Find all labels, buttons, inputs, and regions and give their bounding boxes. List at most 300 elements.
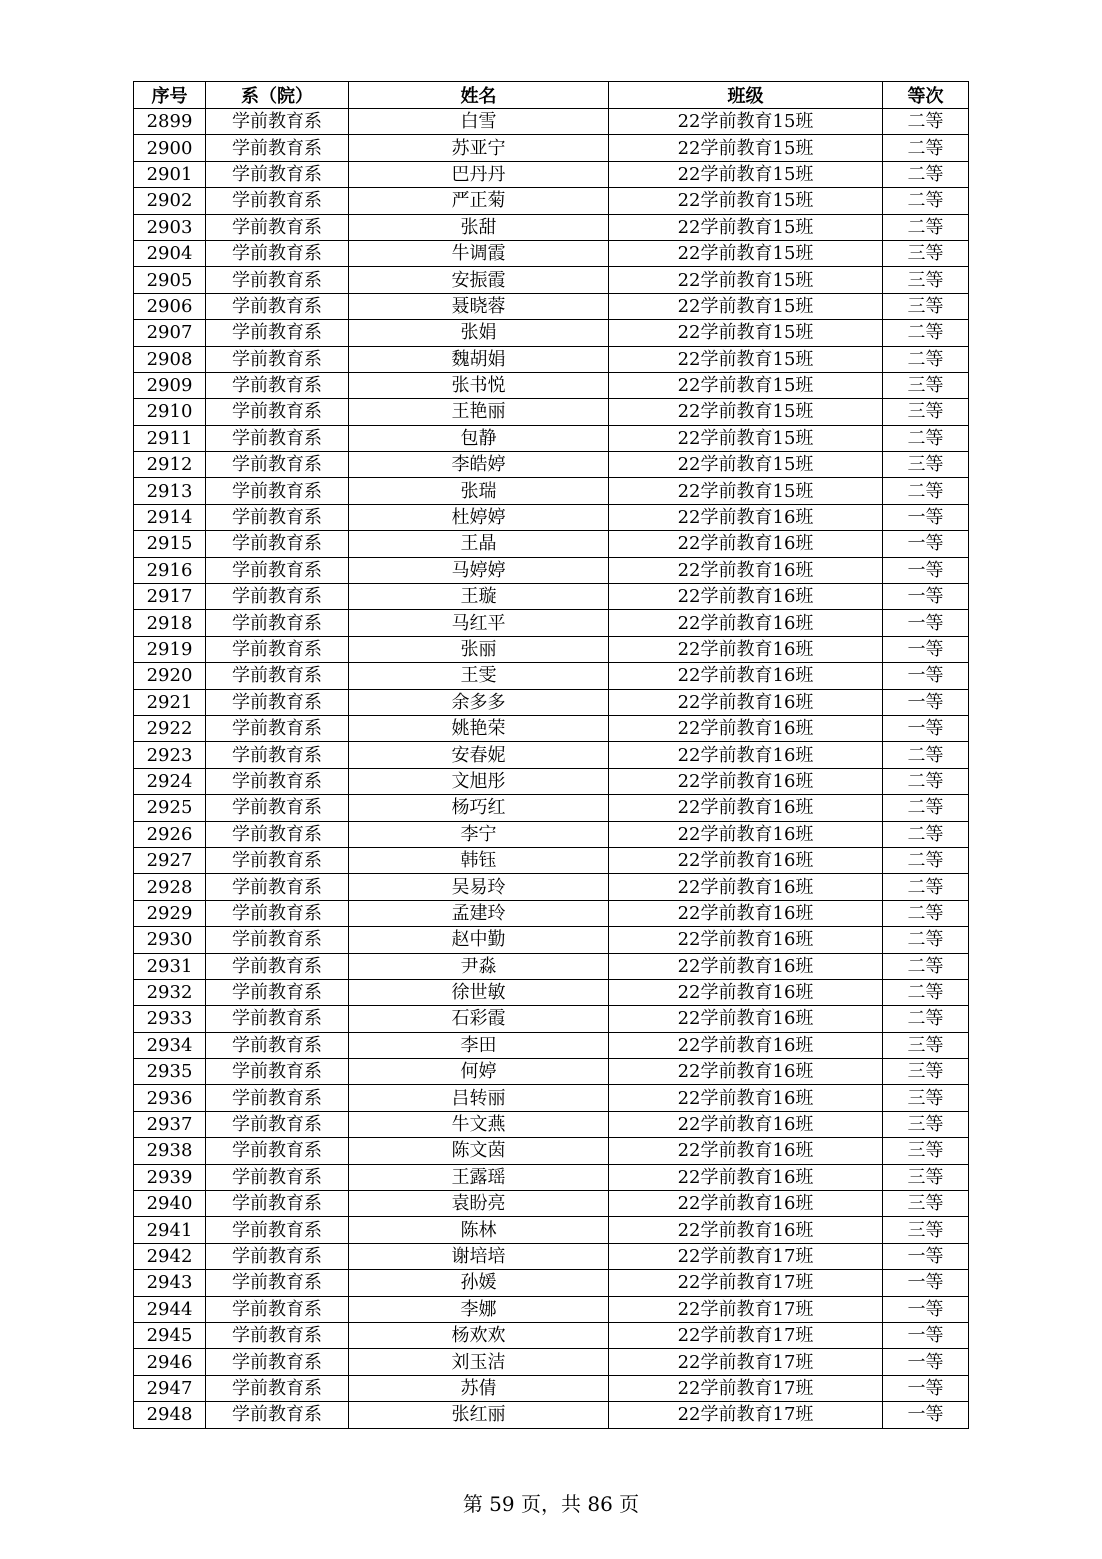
cell-grade: 三等 xyxy=(883,399,969,425)
cell-seq: 2926 xyxy=(134,821,206,847)
cell-class: 22学前教育16班 xyxy=(609,1006,883,1032)
table-row xyxy=(134,1270,969,1296)
table-row xyxy=(134,1296,969,1322)
cell-class: 22学前教育16班 xyxy=(609,768,883,794)
cell-name: 王露瑶 xyxy=(349,1164,609,1190)
cell-class: 22学前教育16班 xyxy=(609,979,883,1005)
cell-department: 学前教育系 xyxy=(206,1322,349,1348)
cell-name: 谢培培 xyxy=(349,1243,609,1269)
cell-department: 学前教育系 xyxy=(206,320,349,346)
cell-seq: 2936 xyxy=(134,1085,206,1111)
cell-grade: 一等 xyxy=(883,689,969,715)
cell-grade: 三等 xyxy=(883,1059,969,1085)
cell-department: 学前教育系 xyxy=(206,1270,349,1296)
cell-department: 学前教育系 xyxy=(206,1375,349,1401)
cell-grade: 二等 xyxy=(883,478,969,504)
cell-class: 22学前教育16班 xyxy=(609,1191,883,1217)
cell-seq: 2935 xyxy=(134,1059,206,1085)
cell-department: 学前教育系 xyxy=(206,1243,349,1269)
cell-name: 王晶 xyxy=(349,531,609,557)
cell-name: 陈文茵 xyxy=(349,1138,609,1164)
cell-name: 马婷婷 xyxy=(349,557,609,583)
cell-class: 22学前教育16班 xyxy=(609,1217,883,1243)
cell-class: 22学前教育16班 xyxy=(609,504,883,530)
table-row xyxy=(134,584,969,610)
table-row xyxy=(134,188,969,214)
cell-name: 吴易玲 xyxy=(349,874,609,900)
cell-class: 22学前教育16班 xyxy=(609,1059,883,1085)
cell-department: 学前教育系 xyxy=(206,504,349,530)
cell-name: 苏倩 xyxy=(349,1375,609,1401)
cell-class: 22学前教育16班 xyxy=(609,1032,883,1058)
cell-grade: 二等 xyxy=(883,953,969,979)
cell-department: 学前教育系 xyxy=(206,1085,349,1111)
cell-grade: 三等 xyxy=(883,1164,969,1190)
cell-department: 学前教育系 xyxy=(206,768,349,794)
cell-name: 王璇 xyxy=(349,584,609,610)
table-row xyxy=(134,452,969,478)
table-row xyxy=(134,161,969,187)
cell-seq: 2910 xyxy=(134,399,206,425)
table-row xyxy=(134,953,969,979)
cell-class: 22学前教育17班 xyxy=(609,1322,883,1348)
cell-name: 尹淼 xyxy=(349,953,609,979)
table-row xyxy=(134,1138,969,1164)
cell-department: 学前教育系 xyxy=(206,900,349,926)
cell-grade: 一等 xyxy=(883,1270,969,1296)
cell-class: 22学前教育16班 xyxy=(609,874,883,900)
cell-seq: 2921 xyxy=(134,689,206,715)
cell-name: 王雯 xyxy=(349,663,609,689)
cell-name: 孟建玲 xyxy=(349,900,609,926)
header-seq: 序号 xyxy=(134,82,206,109)
cell-department: 学前教育系 xyxy=(206,346,349,372)
table-row xyxy=(134,742,969,768)
table-row xyxy=(134,1322,969,1348)
table-row xyxy=(134,1111,969,1137)
cell-seq: 2902 xyxy=(134,188,206,214)
cell-class: 22学前教育16班 xyxy=(609,584,883,610)
cell-seq: 2932 xyxy=(134,979,206,1005)
cell-class: 22学前教育17班 xyxy=(609,1270,883,1296)
cell-name: 姚艳荣 xyxy=(349,715,609,741)
cell-department: 学前教育系 xyxy=(206,847,349,873)
cell-class: 22学前教育16班 xyxy=(609,953,883,979)
table-row xyxy=(134,663,969,689)
cell-class: 22学前教育16班 xyxy=(609,715,883,741)
table-row xyxy=(134,267,969,293)
cell-department: 学前教育系 xyxy=(206,1138,349,1164)
cell-grade: 二等 xyxy=(883,109,969,135)
cell-name: 安振霞 xyxy=(349,267,609,293)
cell-grade: 三等 xyxy=(883,372,969,398)
cell-department: 学前教育系 xyxy=(206,584,349,610)
cell-name: 严正菊 xyxy=(349,188,609,214)
cell-name: 杨巧红 xyxy=(349,795,609,821)
table-row xyxy=(134,821,969,847)
cell-department: 学前教育系 xyxy=(206,161,349,187)
cell-name: 张红丽 xyxy=(349,1402,609,1428)
cell-class: 22学前教育15班 xyxy=(609,425,883,451)
cell-class: 22学前教育15班 xyxy=(609,452,883,478)
table-row xyxy=(134,240,969,266)
cell-grade: 三等 xyxy=(883,452,969,478)
cell-department: 学前教育系 xyxy=(206,927,349,953)
cell-grade: 二等 xyxy=(883,135,969,161)
cell-grade: 二等 xyxy=(883,425,969,451)
cell-class: 22学前教育16班 xyxy=(609,531,883,557)
table-row xyxy=(134,1243,969,1269)
cell-name: 马红平 xyxy=(349,610,609,636)
header-department: 系（院） xyxy=(206,82,349,109)
cell-grade: 一等 xyxy=(883,715,969,741)
cell-class: 22学前教育15班 xyxy=(609,214,883,240)
cell-department: 学前教育系 xyxy=(206,795,349,821)
cell-department: 学前教育系 xyxy=(206,399,349,425)
cell-department: 学前教育系 xyxy=(206,1402,349,1428)
cell-name: 李田 xyxy=(349,1032,609,1058)
cell-name: 杜婷婷 xyxy=(349,504,609,530)
cell-seq: 2906 xyxy=(134,293,206,319)
cell-department: 学前教育系 xyxy=(206,557,349,583)
table-row xyxy=(134,109,969,135)
cell-grade: 三等 xyxy=(883,1191,969,1217)
cell-name: 李娜 xyxy=(349,1296,609,1322)
cell-department: 学前教育系 xyxy=(206,372,349,398)
cell-department: 学前教育系 xyxy=(206,135,349,161)
cell-name: 陈林 xyxy=(349,1217,609,1243)
cell-name: 张甜 xyxy=(349,214,609,240)
table-row xyxy=(134,847,969,873)
cell-name: 苏亚宁 xyxy=(349,135,609,161)
table-row xyxy=(134,1191,969,1217)
cell-name: 张丽 xyxy=(349,636,609,662)
table-row xyxy=(134,715,969,741)
cell-grade: 二等 xyxy=(883,979,969,1005)
cell-grade: 一等 xyxy=(883,610,969,636)
cell-department: 学前教育系 xyxy=(206,636,349,662)
cell-name: 文旭彤 xyxy=(349,768,609,794)
cell-name: 聂晓蓉 xyxy=(349,293,609,319)
cell-grade: 二等 xyxy=(883,768,969,794)
cell-grade: 三等 xyxy=(883,293,969,319)
cell-class: 22学前教育17班 xyxy=(609,1296,883,1322)
cell-name: 孙媛 xyxy=(349,1270,609,1296)
table-row xyxy=(134,1006,969,1032)
cell-department: 学前教育系 xyxy=(206,1191,349,1217)
cell-seq: 2899 xyxy=(134,109,206,135)
cell-grade: 二等 xyxy=(883,847,969,873)
cell-seq: 2908 xyxy=(134,346,206,372)
cell-grade: 一等 xyxy=(883,504,969,530)
cell-department: 学前教育系 xyxy=(206,1059,349,1085)
cell-department: 学前教育系 xyxy=(206,188,349,214)
cell-seq: 2924 xyxy=(134,768,206,794)
cell-grade: 一等 xyxy=(883,531,969,557)
cell-seq: 2934 xyxy=(134,1032,206,1058)
cell-grade: 二等 xyxy=(883,821,969,847)
cell-name: 刘玉洁 xyxy=(349,1349,609,1375)
cell-name: 牛调霞 xyxy=(349,240,609,266)
cell-grade: 二等 xyxy=(883,742,969,768)
cell-class: 22学前教育16班 xyxy=(609,557,883,583)
cell-seq: 2939 xyxy=(134,1164,206,1190)
cell-class: 22学前教育16班 xyxy=(609,1085,883,1111)
cell-name: 袁盼亮 xyxy=(349,1191,609,1217)
cell-department: 学前教育系 xyxy=(206,689,349,715)
table-row xyxy=(134,425,969,451)
table-row xyxy=(134,478,969,504)
cell-grade: 一等 xyxy=(883,1402,969,1428)
cell-grade: 二等 xyxy=(883,927,969,953)
cell-name: 王艳丽 xyxy=(349,399,609,425)
cell-name: 杨欢欢 xyxy=(349,1322,609,1348)
page-number-footer: 第 59 页，共 86 页 xyxy=(462,1492,640,1516)
cell-seq: 2909 xyxy=(134,372,206,398)
cell-department: 学前教育系 xyxy=(206,953,349,979)
cell-grade: 一等 xyxy=(883,636,969,662)
cell-class: 22学前教育16班 xyxy=(609,1164,883,1190)
cell-name: 巴丹丹 xyxy=(349,161,609,187)
cell-name: 张娟 xyxy=(349,320,609,346)
table-row xyxy=(134,504,969,530)
cell-grade: 三等 xyxy=(883,1217,969,1243)
cell-grade: 一等 xyxy=(883,1322,969,1348)
cell-department: 学前教育系 xyxy=(206,1217,349,1243)
table-row xyxy=(134,372,969,398)
cell-seq: 2900 xyxy=(134,135,206,161)
cell-name: 李皓婷 xyxy=(349,452,609,478)
table-row xyxy=(134,900,969,926)
cell-department: 学前教育系 xyxy=(206,663,349,689)
cell-class: 22学前教育16班 xyxy=(609,821,883,847)
cell-department: 学前教育系 xyxy=(206,1111,349,1137)
cell-seq: 2933 xyxy=(134,1006,206,1032)
cell-grade: 一等 xyxy=(883,663,969,689)
cell-seq: 2944 xyxy=(134,1296,206,1322)
cell-class: 22学前教育16班 xyxy=(609,847,883,873)
cell-name: 包静 xyxy=(349,425,609,451)
cell-class: 22学前教育15班 xyxy=(609,399,883,425)
cell-grade: 二等 xyxy=(883,188,969,214)
cell-grade: 一等 xyxy=(883,1349,969,1375)
cell-name: 吕转丽 xyxy=(349,1085,609,1111)
cell-name: 安春妮 xyxy=(349,742,609,768)
cell-department: 学前教育系 xyxy=(206,610,349,636)
cell-class: 22学前教育16班 xyxy=(609,610,883,636)
cell-department: 学前教育系 xyxy=(206,1032,349,1058)
cell-department: 学前教育系 xyxy=(206,715,349,741)
table-row xyxy=(134,636,969,662)
cell-seq: 2931 xyxy=(134,953,206,979)
cell-department: 学前教育系 xyxy=(206,979,349,1005)
cell-class: 22学前教育17班 xyxy=(609,1349,883,1375)
cell-class: 22学前教育16班 xyxy=(609,900,883,926)
table-row xyxy=(134,1217,969,1243)
cell-department: 学前教育系 xyxy=(206,478,349,504)
cell-name: 李宁 xyxy=(349,821,609,847)
cell-department: 学前教育系 xyxy=(206,425,349,451)
cell-name: 张书悦 xyxy=(349,372,609,398)
cell-seq: 2947 xyxy=(134,1375,206,1401)
cell-department: 学前教育系 xyxy=(206,214,349,240)
cell-seq: 2929 xyxy=(134,900,206,926)
cell-name: 徐世敏 xyxy=(349,979,609,1005)
cell-department: 学前教育系 xyxy=(206,452,349,478)
cell-department: 学前教育系 xyxy=(206,109,349,135)
cell-grade: 三等 xyxy=(883,1138,969,1164)
table-header-row xyxy=(134,82,969,109)
cell-grade: 三等 xyxy=(883,1111,969,1137)
cell-class: 22学前教育15班 xyxy=(609,293,883,319)
cell-department: 学前教育系 xyxy=(206,267,349,293)
cell-seq: 2911 xyxy=(134,425,206,451)
cell-seq: 2943 xyxy=(134,1270,206,1296)
table-row xyxy=(134,346,969,372)
cell-grade: 二等 xyxy=(883,346,969,372)
cell-seq: 2940 xyxy=(134,1191,206,1217)
cell-seq: 2913 xyxy=(134,478,206,504)
header-class: 班级 xyxy=(609,82,883,109)
table-row xyxy=(134,795,969,821)
cell-name: 何婷 xyxy=(349,1059,609,1085)
table-row xyxy=(134,214,969,240)
cell-class: 22学前教育16班 xyxy=(609,1111,883,1137)
cell-name: 白雪 xyxy=(349,109,609,135)
cell-grade: 二等 xyxy=(883,214,969,240)
cell-grade: 二等 xyxy=(883,795,969,821)
cell-class: 22学前教育15班 xyxy=(609,161,883,187)
cell-seq: 2927 xyxy=(134,847,206,873)
table-row xyxy=(134,320,969,346)
cell-seq: 2920 xyxy=(134,663,206,689)
cell-seq: 2912 xyxy=(134,452,206,478)
table-body xyxy=(134,109,969,1429)
cell-department: 学前教育系 xyxy=(206,1006,349,1032)
cell-grade: 二等 xyxy=(883,874,969,900)
cell-department: 学前教育系 xyxy=(206,821,349,847)
cell-grade: 三等 xyxy=(883,240,969,266)
cell-grade: 二等 xyxy=(883,1006,969,1032)
table-row xyxy=(134,610,969,636)
cell-name: 石彩霞 xyxy=(349,1006,609,1032)
cell-seq: 2942 xyxy=(134,1243,206,1269)
table-row xyxy=(134,1164,969,1190)
cell-department: 学前教育系 xyxy=(206,1296,349,1322)
cell-name: 张瑞 xyxy=(349,478,609,504)
cell-grade: 二等 xyxy=(883,161,969,187)
cell-seq: 2946 xyxy=(134,1349,206,1375)
cell-seq: 2916 xyxy=(134,557,206,583)
cell-seq: 2923 xyxy=(134,742,206,768)
table-row xyxy=(134,1375,969,1401)
table-row xyxy=(134,1402,969,1428)
cell-name: 赵中勤 xyxy=(349,927,609,953)
cell-seq: 2914 xyxy=(134,504,206,530)
cell-seq: 2907 xyxy=(134,320,206,346)
table-row xyxy=(134,293,969,319)
cell-grade: 三等 xyxy=(883,1032,969,1058)
cell-class: 22学前教育16班 xyxy=(609,742,883,768)
cell-class: 22学前教育15班 xyxy=(609,109,883,135)
table-row xyxy=(134,874,969,900)
cell-class: 22学前教育17班 xyxy=(609,1243,883,1269)
cell-class: 22学前教育17班 xyxy=(609,1375,883,1401)
cell-name: 韩钰 xyxy=(349,847,609,873)
cell-department: 学前教育系 xyxy=(206,1164,349,1190)
cell-grade: 一等 xyxy=(883,1296,969,1322)
cell-seq: 2901 xyxy=(134,161,206,187)
cell-seq: 2918 xyxy=(134,610,206,636)
cell-department: 学前教育系 xyxy=(206,874,349,900)
cell-seq: 2930 xyxy=(134,927,206,953)
cell-department: 学前教育系 xyxy=(206,1349,349,1375)
cell-class: 22学前教育16班 xyxy=(609,663,883,689)
cell-class: 22学前教育15班 xyxy=(609,188,883,214)
table-row xyxy=(134,689,969,715)
table-row xyxy=(134,1059,969,1085)
cell-name: 牛文燕 xyxy=(349,1111,609,1137)
cell-class: 22学前教育15班 xyxy=(609,240,883,266)
cell-seq: 2948 xyxy=(134,1402,206,1428)
cell-class: 22学前教育16班 xyxy=(609,636,883,662)
table-row xyxy=(134,1349,969,1375)
table-row xyxy=(134,927,969,953)
cell-class: 22学前教育16班 xyxy=(609,689,883,715)
cell-seq: 2945 xyxy=(134,1322,206,1348)
cell-class: 22学前教育15班 xyxy=(609,478,883,504)
award-list-table xyxy=(133,81,969,1429)
cell-seq: 2925 xyxy=(134,795,206,821)
table-row xyxy=(134,557,969,583)
table-row xyxy=(134,1085,969,1111)
cell-grade: 三等 xyxy=(883,1085,969,1111)
cell-seq: 2938 xyxy=(134,1138,206,1164)
cell-class: 22学前教育15班 xyxy=(609,267,883,293)
cell-department: 学前教育系 xyxy=(206,240,349,266)
table-row xyxy=(134,135,969,161)
cell-class: 22学前教育17班 xyxy=(609,1402,883,1428)
cell-class: 22学前教育15班 xyxy=(609,372,883,398)
cell-seq: 2905 xyxy=(134,267,206,293)
cell-seq: 2922 xyxy=(134,715,206,741)
cell-seq: 2917 xyxy=(134,584,206,610)
cell-grade: 一等 xyxy=(883,584,969,610)
table-row xyxy=(134,1032,969,1058)
cell-department: 学前教育系 xyxy=(206,293,349,319)
cell-seq: 2919 xyxy=(134,636,206,662)
cell-grade: 三等 xyxy=(883,267,969,293)
cell-class: 22学前教育15班 xyxy=(609,135,883,161)
cell-seq: 2928 xyxy=(134,874,206,900)
header-name: 姓名 xyxy=(349,82,609,109)
cell-seq: 2937 xyxy=(134,1111,206,1137)
cell-class: 22学前教育16班 xyxy=(609,927,883,953)
cell-seq: 2941 xyxy=(134,1217,206,1243)
cell-name: 魏胡娟 xyxy=(349,346,609,372)
cell-grade: 二等 xyxy=(883,320,969,346)
cell-class: 22学前教育16班 xyxy=(609,795,883,821)
cell-grade: 二等 xyxy=(883,900,969,926)
cell-seq: 2915 xyxy=(134,531,206,557)
cell-grade: 一等 xyxy=(883,557,969,583)
table-row xyxy=(134,399,969,425)
cell-class: 22学前教育15班 xyxy=(609,320,883,346)
table-row xyxy=(134,768,969,794)
cell-class: 22学前教育16班 xyxy=(609,1138,883,1164)
cell-name: 余多多 xyxy=(349,689,609,715)
table-row xyxy=(134,531,969,557)
